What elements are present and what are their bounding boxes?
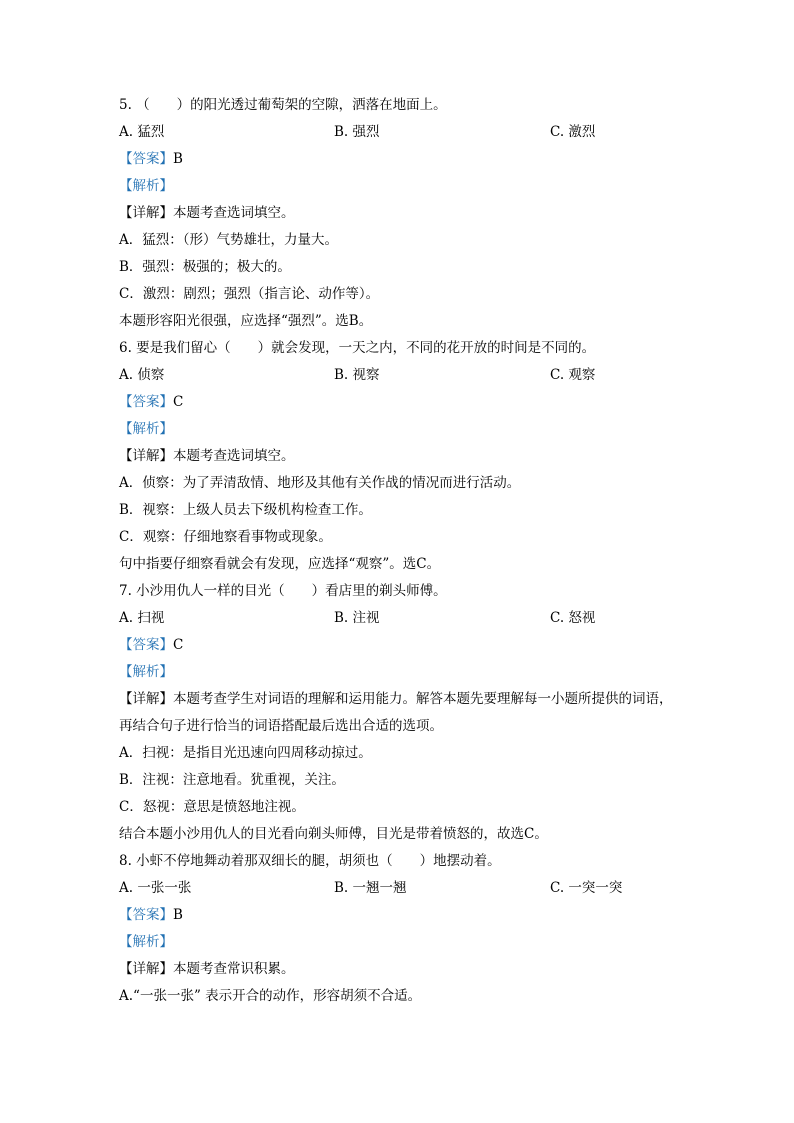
analysis-line [119,173,679,200]
explain-line: B．强烈：极强的；极大的。 [119,259,291,275]
answer-line [119,902,679,929]
explain-conclusion: 句中指要仔细察看就会有发现，应选择“观察”。选C。 [119,556,441,572]
explain-line: A．侦察：为了弄清敌情、地形及其他有关作战的情况而进行活动。 [119,475,521,491]
detail-line [119,200,679,227]
detail-tag: 【详解】 [119,448,173,464]
detail-text: 本题考查学生对词语的理解和运用能力。解答本题先要理解每一小题所提供的词语，再结合句子进行恰当的词语搭配最后选出合适的选项。 [119,691,673,734]
analysis-line [119,929,679,956]
analysis-tag: 【解析】 [119,178,173,194]
detail-text: 本题考查常识积累。 [173,961,295,977]
answer-line [119,389,679,416]
answer-value: B [173,151,183,167]
answer-tag: 【答案】 [119,394,173,410]
document-page [119,92,679,1010]
explain-conclusion: 本题形容阳光很强，应选择“强烈”。选B。 [119,313,373,329]
question-8-stem: 8. 小虾不停地舞动着那双细长的腿，胡须也（ ）地摆动着。 [119,853,501,869]
explain-line: A．猛烈：（形）气势雄壮，力量大。 [119,232,338,248]
option-b: B. 一翘一翘 [334,880,407,896]
question-5-stem: 5. （ ）的阳光透过葡萄架的空隙，洒落在地面上。 [119,97,447,113]
option-c: C. 观察 [550,367,596,383]
analysis-tag: 【解析】 [119,421,173,437]
question-8-options [119,875,679,902]
explain-line: C．激烈：剧烈；强烈（指言论、动作等）。 [119,286,380,302]
option-b: B. 注视 [334,610,380,626]
detail-line [119,956,679,983]
explain-line: C．观察：仔细地察看事物或现象。 [119,529,332,545]
detail-text: 本题考查选词填空。 [173,205,295,221]
question-7-stem: 7. 小沙用仇人一样的目光（ ）看店里的剃头师傅。 [119,583,447,599]
detail-tag: 【详解】 [119,961,173,977]
analysis-tag: 【解析】 [119,934,173,950]
detail-line [119,443,679,470]
explain-conclusion: 结合本题小沙用仇人的目光看向剃头师傅，目光是带着愤怒的，故选C。 [119,826,548,842]
explain-line: A.“一张一张” 表示开合的动作，形容胡须不合适。 [119,988,422,1004]
answer-value: C [173,394,184,410]
option-a: A. 猛烈 [119,124,165,140]
option-b: B. 视察 [334,367,380,383]
analysis-line [119,416,679,443]
answer-value: B [173,907,183,923]
question-6-options [119,362,679,389]
analysis-tag: 【解析】 [119,664,173,680]
question-5-options [119,119,679,146]
option-a: A. 一张一张 [119,880,192,896]
option-b: B. 强烈 [334,124,380,140]
option-c: C. 怒视 [550,610,596,626]
explain-line: B．注视：注意地看。犹重视，关注。 [119,772,345,788]
option-c: C. 一突一突 [550,880,623,896]
explain-line: C．怒视：意思是愤怒地注视。 [119,799,305,815]
answer-line [119,632,679,659]
explain-line: B．视察：上级人员去下级机构检查工作。 [119,502,372,518]
detail-tag: 【详解】 [119,691,173,707]
option-a: A. 侦察 [119,367,165,383]
detail-tag: 【详解】 [119,205,173,221]
answer-tag: 【答案】 [119,907,173,923]
answer-tag: 【答案】 [119,637,173,653]
explain-line: A．扫视：是指目光迅速向四周移动掠过。 [119,745,372,761]
option-a: A. 扫视 [119,610,165,626]
question-6-stem: 6. 要是我们留心（ ）就会发现，一天之内，不同的花开放的时间是不同的。 [119,340,596,356]
detail-text: 本题考查选词填空。 [173,448,295,464]
answer-line [119,146,679,173]
answer-tag: 【答案】 [119,151,173,167]
question-7-options [119,605,679,632]
detail-paragraph [119,686,679,740]
answer-value: C [173,637,184,653]
analysis-line [119,659,679,686]
option-c: C. 激烈 [550,124,596,140]
